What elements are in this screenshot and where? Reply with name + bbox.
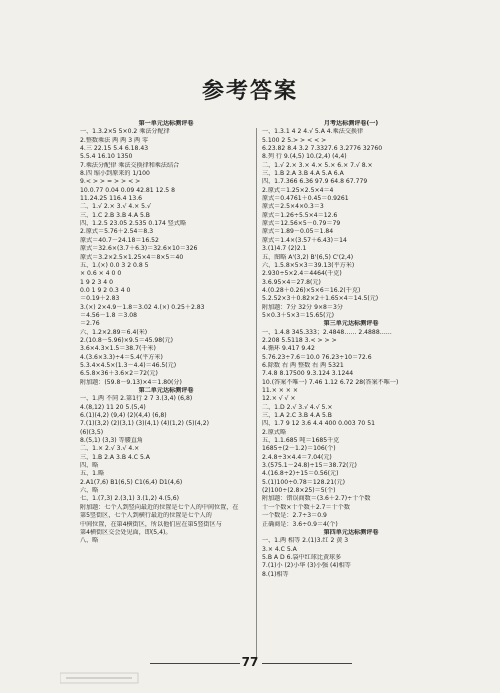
answer-line: 2.原式略 [262,428,287,436]
answer-line: 一、1.4.8 345.333；2.4848…… 2.4888…… [262,328,392,336]
answer-line: 原式＝1.26÷5.5×4＝12.6 [262,211,338,219]
answer-line: 一、1.3.2×5 5×0.2 乘法分配律 [80,128,170,136]
answer-line: 一、1.3.1 4 2 4.√ 5.A 4.乘法交换律 [262,128,364,136]
answer-line: 附加题：7分 32分 9×8＝3分 [262,303,343,311]
answer-line: 8.(1)相等 [262,570,289,578]
answer-line: 附加题：错误商数＝(3.6＋2.7)÷十个数 [262,495,371,503]
answer-line: 2.原式＝1.25×2.5×4＝4 [262,186,334,194]
answer-line: 3.× 4.C 5.A [262,545,297,553]
answer-line: 3.(×) 2×4.9－1.8＝3.02 4.(×) 0.25＋2.83 [80,303,205,311]
answer-line: 原式＝2.5×4×0.3＝3 [262,203,324,211]
answer-line: × 0.6 × 4 0 0 [80,270,122,278]
answer-line: 6.除数 右 两 整数 右 两 5321 [262,361,344,369]
answer-line: 一、1.两 不同 2.第1行 2 7 3.(3,4) (6,8) [80,395,193,403]
answer-line: 2.4.8÷3×4.4＝7.04(元) [262,453,332,461]
answer-line: 6.(1)(4,2) (9,4) (2)(4,4) (6,8) [80,412,167,420]
answer-line: 三、1.C 2.B 3.B 4.A 5.B [80,211,150,219]
answer-line: 四、1.7.366 6.36 97.9 64.8 67.779 [262,178,368,186]
answer-line: 8.四 缩小到原来的 1/100 [80,170,150,178]
answer-line: 六、略 [80,487,99,495]
answer-line: 原式＝40.7－24.18＝16.52 [80,236,159,244]
answer-line: 2.原式＝5.76＋2.54＝8.3 [80,228,154,236]
answer-line: 2.(10.8－5.96)×9.5＝45.98(元) [80,336,173,344]
section-heading: 月考达标测评卷(一) [323,120,379,127]
answer-line: 4.(3.6×3.3)÷4＝5.4(平方米) [80,353,163,361]
right-answer-column [262,120,440,579]
answer-line: 5.100 2 5.> > < < > [262,136,327,144]
answer-line: 原式＝0.4761＋0.45＝0.9261 [262,195,349,203]
answer-line: 5.3.4×4.5×(1.3－4.4)＝46.5(元) [80,361,177,369]
answer-line: 正确商是：3.6÷0.9＝4(个) [262,520,338,528]
answer-line: 7.4.8 8.17500 9.3.124 3.1244 [262,370,354,378]
section-heading: 第三单元达标测评卷 [323,320,379,328]
answer-line: ＝4.56－1.8 ＝3.08 [80,311,138,319]
answer-line: 4.(8,12) 11 20 5.(5,4) [80,403,146,411]
answer-line: 10.0.77 0.04 0.09 42.81 12.5 8 [80,186,175,194]
section-heading: 第一单元达标测评卷 [138,120,194,127]
answer-line: 五、1.(×) 0.0 3 2 0.8 5 [80,261,149,269]
answer-line: 七、1.(7,3) 2.(3,1) 3.(1,2) 4.(5,6) [80,495,180,503]
answer-line: 附加题：(59.8－9.13)×4＝1.80(分) [80,378,182,386]
answer-line: 原式＝1.4×(3.57＋6.43)＝14 [262,236,347,244]
answer-line: 三、1.B 2.A 3.B 4.C 5.A [80,453,150,461]
answer-line: 五、1.1.685 吨＝1685千克 [262,437,340,445]
answer-line: 六、1.2×2.89＝6.4(米) [80,328,148,336]
answer-line: 5.5.4 16.10 1350 [80,153,133,161]
answer-line: 二、1.× 2.√ 3.√ 4.× [80,445,140,453]
answer-line: ＝0.19＋2.83 [80,295,120,303]
answer-line: 0.0 1 9 2 0.3 4 0 [80,286,131,294]
answer-line: 5.76.23÷7.6＝10.0 76.23÷10＝72.6 [262,353,372,361]
answer-line: 第5竖街区，七个人到横行最近的位置是七个人的 [80,512,212,520]
answer-line: 一个数是：2.7÷3＝0.9 [262,512,327,520]
answer-line: 11.24.25 116.4 13.6 [80,195,143,203]
answer-line: 9.< > > = > > < > [80,178,141,186]
answer-line: 2.A1(7,6) B1(6,5) C1(6,4) D1(4,6) [80,478,183,486]
answer-line: 8.(5,1) (3,3) 等腰直角 [80,437,143,445]
answer-line: 4.循环 9.417 9.42 [262,345,315,353]
answer-line: 三、1.B 2.A 3.B 4.A 5.A 6.A [262,170,344,178]
answer-line: 附加题：七个人到竖向最近的位置是七个人的中间位置，在 [80,503,239,511]
section-heading: 第二单元达标测评卷 [138,387,194,394]
answer-line: 五、1.略 [80,470,105,478]
answer-line: 3.6.95×4＝27.8(元) [262,278,321,286]
answer-line: (6)(3,5) [80,428,104,436]
answer-line: 7.乘法分配律 乘法交换律和乘法结合 [80,161,180,169]
answer-line: 10.(答案不唯一) 7.46 1.12 6.72 28(答案不唯一) [262,378,399,386]
answer-line: 11.× × × × [262,387,298,394]
answer-line: 原式＝3.2×2.5×1.25×4＝8×5＝40 [80,253,184,261]
answer-line: 3.(575.1－24.8)÷15＝38.72(元) [262,462,357,470]
answer-line: 八、略 [80,537,99,545]
answer-line: 7.(1)(3,2) (2)(3,1) (3)(4,1) (4)(1,2) (5)(4,2) [80,420,209,428]
section-heading: 第四单元达标测评卷 [323,528,379,536]
answer-line: 四、1.7 9 12 3.6 4.4 400 0.003 70 51 [262,420,375,428]
answer-line: ＝2.76 [80,320,100,328]
answer-line: 5.B A D 6.袋中红球比黄球多 [262,553,342,561]
answer-line: 12.× √ √ × [262,395,296,403]
answer-line: 2.930÷5×2.4＝4464(千克) [262,270,342,278]
answer-line: 四、略 [80,462,99,470]
publisher-stamp-icon [60,672,140,684]
answer-line: 第4横街区交会处见面，即(5,4)。 [80,528,172,536]
page-title: 参考答案 [201,78,298,104]
answer-line: 原式＝32.6×(3.7＋6.3)＝32.6×10＝326 [80,245,198,253]
answer-line: 4.(0.28＋0.26)×5×6＝16.2(千克) [262,286,361,294]
answer-line: 3.(1)4.7 (2)2.1 [262,245,307,253]
answer-line: 6.23.82 8.4 3.2 7.3327.6 3.2776 32760 [262,145,383,153]
answer-line: 中间位置，在第4横街区，所以他们应在第5竖街区与 [80,520,222,528]
page-number: 77 [241,655,259,669]
answer-line: (2)100÷(2.8×25)＝5(个) [262,487,336,495]
answer-line: 7.(1)小 (2)小华 (3)小强 (4)相等 [262,562,351,570]
answer-line: 原式＝1.89－0.05＝1.84 [262,228,334,236]
answer-line: 2.208 5.5118 3.< > > > [262,336,337,344]
answer-line: 8.列 行 9.(4,5) 10.(2,4) (4,4) [262,153,347,161]
answer-line: 原式＝12.56×5－0.79＝79 [262,220,341,228]
answer-line: 二、1.√ 2.× 3.× 4.× 5.× 6.× 7.√ 8.× [262,161,373,169]
answer-line: 4.三 22.15 5.4 6.18.43 [80,145,149,153]
answer-line: 2.整数乘法 两 两 3 两 零 [80,136,149,144]
answer-line: 五、图略 A'(3,2) B'(6,5) C'(2,4) [262,253,354,261]
answer-line: 三、1.A 2.C 3.B 4.A 5.B [262,412,332,420]
answer-line: 1685÷(2－1.2)＝106(个) [262,445,336,453]
answer-line: 二、1.√ 2.× 3.√ 4.× 5.√ [80,203,151,211]
answer-line: 1 9 2 3 4 0 [80,278,113,286]
left-answer-column [80,120,252,546]
answer-line: 5×0.3＋5×3＝15.65(元) [262,311,335,319]
answer-line: 6.5.8×36＋3.6×2＝72(元) [80,370,158,378]
answer-line: 3.6×4.3×1.5＝38.7(千米) [80,345,156,353]
answer-line: 5.(1)100÷0.78＝128.21(元) [262,478,346,486]
answer-line: 六、1.5.8×5×3＝39.13(平方米) [262,261,355,269]
answer-line: 一、1.两 相等 2.(1)3.红 2 黄 3 [262,537,349,545]
answer-line: 四、1.2.5 23.05 2.535 0.174 竖式略 [80,220,187,228]
column-divider [256,128,257,660]
answer-line: 十一个数×十个数＋2.7＝十个数 [262,503,350,511]
answer-line: 二、1.D 2.√ 3.√ 4.√ 5.× [262,403,333,411]
answer-line: 5.2.52×3＋0.82×2＋1.65×4＝14.5(元) [262,295,379,303]
answer-line: 4.(16.8÷2)÷15＝0.56(元) [262,470,339,478]
